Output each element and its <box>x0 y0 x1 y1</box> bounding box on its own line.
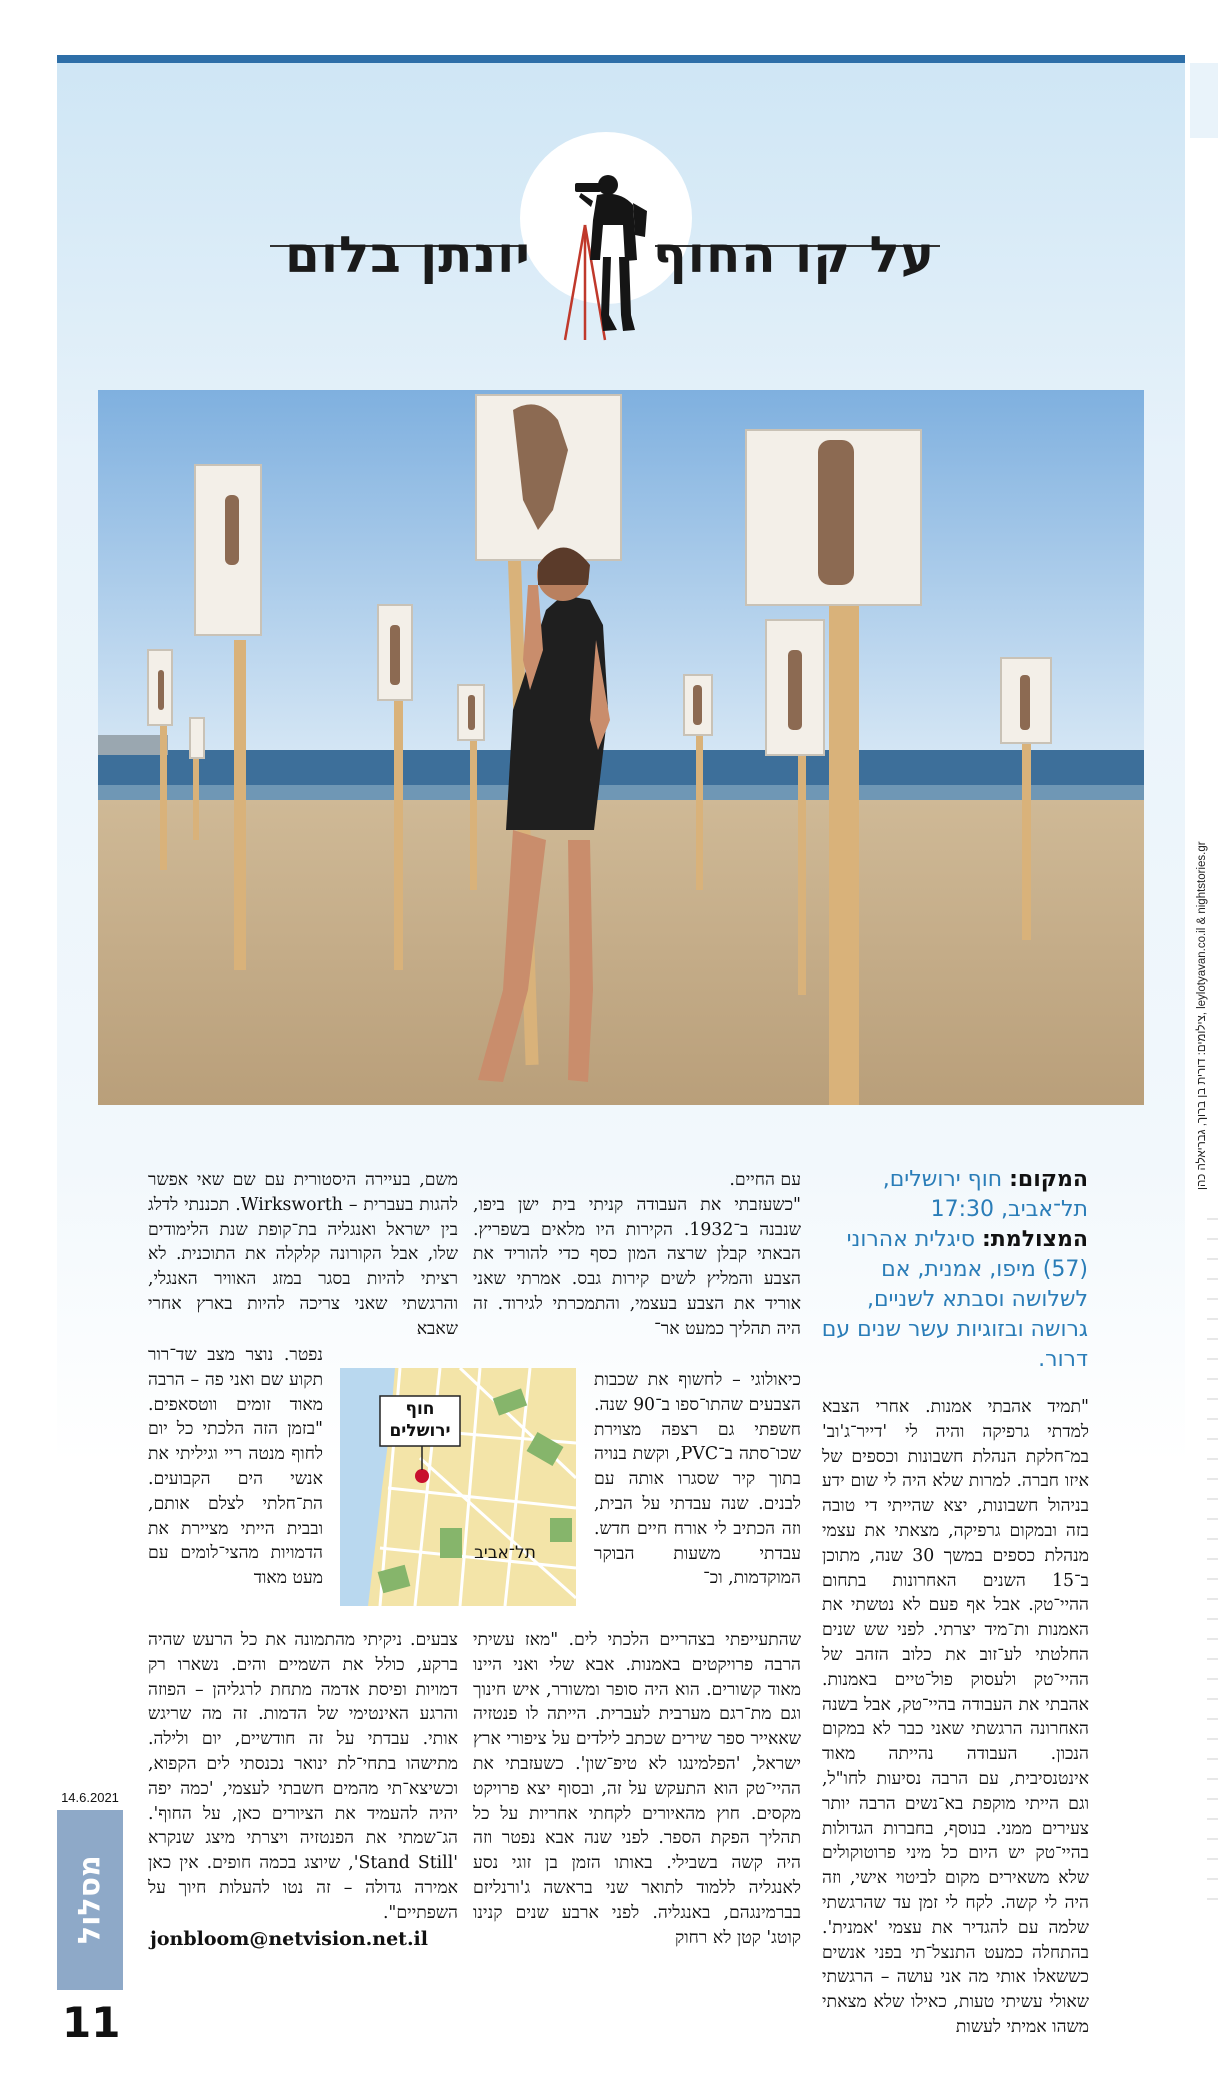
main-photo <box>98 390 1144 1105</box>
article-column-2-bottom <box>473 1628 801 1950</box>
top-rule <box>57 55 1185 63</box>
article-paragraph: כיאולוגי – לחשוף את שכבות הצבעים שהתו־ספו ב־90 שנה. חשפתי גם רצפה מצוירת שכו־סתה ב־PVC, וקשת בנויה בתוך קיר שסגרו אותה עם לבנים. שנה עבדתי על הבית, וזה הכתיב לי אורח חיים חדש. עבדתי משעות הבוקר המוקדמות, וכ־ <box>594 1370 802 1589</box>
author-email[interactable]: jonbloom@netvision.net.il <box>150 1928 428 1950</box>
place-value: חוף ירושלים, תל־אביב, 17:30 <box>882 1167 1088 1222</box>
article-column-2-top <box>473 1168 801 1342</box>
article-paragraph: "כשעזבתי את העבודה קניתי בית ישן ביפו, שנבנה ב־1932. הקירות היו מלאים בשפריץ. הבאתי קבלן שרצה המון כסף כדי להוריד את הצבע והמליץ לשים קירות גבס. אמרתי שאני אוריד את הצבע בעצמי, והתמכרתי לגירוד. זה היה תהליך כמעט אר־ <box>473 1194 801 1339</box>
article-paragraph: "תמיד אהבתי אמנות. אחרי הצבא למדתי גרפיקה והיה לי 'דייר־ג'וב' במ־חלקת הנהלת חשבונות וכספים של איזו חברה. למרות שלא היה לי שום ידע בניהול חשבונות, יצא שהייתי די טובה בזה ובמקום גרפיקה, מצאתי את עצמי מנהלת כספים במשך 30 שנה, מתוכן ב־15 השנים האחרונות בתחום ההיי־טק. אבל אף פעם לא נטשתי את האמנות ות־מיד יצרתי. לפני שש שנים החלטתי לע־זוב את כלוב הזהב של ההיי־טק ולעסוק פול־טיים באמנות. אהבתי את העבודה בהיי־טק, אבל בשנה האחרונה הרגשתי שאני כבר לא במקום הנכון. העבודה נהייתה מאוד אינטנסיבית, עם הרבה נסיעות לחו"ל, וגם הייתי מוקפת בא־נשים הרבה יותר צעירים ממני. בנוסף, בחברות הגדולות בהיי־טק יש היום כל מיני פרוטוקולים שלא משאירים מקום לביטוי אישי, וזה היה לי קשה. לקח לי זמן עד שהרגשתי שלמה עם להגדיר את עצמי 'אמנית'. בהתחלה כמעט התנצל־תי בפני אנשים כששאלו אותי מה אני עושה – הרגשתי שאולי עשיתי טעות, כאילו שלא מצאתי משהו אמיתי לעשות <box>822 1397 1089 2037</box>
article-paragraph: נפטר. נוצר מצב שד־רור תקוע שם ואני פה – הרבה מאוד זומים ווטסאפים. "בזמן הזה הלכתי כל יום לחוף מנטה ריי וגיליתי את אנשי הים הקבועים. הת־חלתי לצלם אותם, ובבית הייתי מציירת את הדמויות מהצי־לומים עם מעט מאוד <box>148 1345 323 1589</box>
article-column-2-beside-map <box>594 1368 801 1591</box>
page-number: 11 <box>62 1998 121 2047</box>
article-column-3-top <box>148 1168 458 1342</box>
intro-box <box>820 1165 1088 1375</box>
article-paragraph: משם, בעיירה היסטורית עם שם שאי אפשר להגות בעברית – Wirksworth. תכננתי לדלג בין ישראל ואנגליה בת־קופת שנת הלימודים שלו, אבל הקורונה קלקלה את התוכנית. לא רציתי להיות בסגר במזג האוויר האנגלי, והרגשתי שאני צריכה להיות בארץ אחרי שאבא <box>148 1170 458 1339</box>
location-map <box>340 1368 576 1606</box>
next-page-edge <box>1207 1200 1218 1900</box>
article-paragraph: צבעים. ניקיתי מהתמונה את כל הרעש שהיה ברקע, כולל את השמיים והים. נשארו רק דמויות ופיסת אדמה מתחת לרגליהן – הפוזה והרגע האינטימי של הדמות. זה מה שריגש אותי. עבדתי על זה חודשיים, יום ולילה. מתישהו בתחי־לת ינואר נכנסתי לים הקפוא, וכשיצא־תי מהמים חשבתי לעצמי, 'כמה יפה יהיה להעמיד את הציורים כאן, על החוף'. הג־שמתי את הפנטזיה ויצרתי מיצג שנקרא 'Stand Still', שיוצג בכמה חופים. אין כאן אמירה גדולה – זה נטו להעלות חיוך על השפתיים". <box>148 1630 459 1923</box>
column-author-name: יונתן בלום <box>285 226 531 284</box>
next-page-strip <box>1190 63 1218 138</box>
article-column-3-beside-map <box>148 1343 323 1591</box>
photographer-label: המצולמת: <box>981 1227 1088 1252</box>
column-title: על קו החוף <box>653 226 935 284</box>
photo-credit: צילומים: דורית בן ברוך, גבריאלה כהן, leylotyavan.co.il & nightstories.gr <box>1196 841 1208 1190</box>
map-label-city: תל־אביב <box>474 1543 536 1563</box>
place-label: המקום: <box>1009 1167 1088 1192</box>
article-column-3-bottom <box>148 1628 458 1926</box>
article-paragraph: שהתעייפתי בצהריים הלכתי לים. "מאז עשיתי הרבה פרויקטים באמנות. אבא שלי ואני היינו מאוד קשורים. הוא היה סופר ומשורר, איש חינוך וגם מת־רגם מערבית לעברית. הייתה לו פנטזיה שאאייר ספר שירים שכתב לילדים על ציפורי ארץ ישראל, 'הפלמינגו לא טיפ־שון'. כשעזבתי את ההיי־טק הוא התעקש על זה, ובסוף יצא פרויקט מקסים. חוץ מהאיורים לקחתי אחריות על כל תהליך הפקת הספר. לפני שנה אבא נפטר וזה היה קשה בשבילי. באותו הזמן בן זוגי נסע לאנגליה ללמוד לתואר שני בראשה ג'ורנליזם בברמינגהם, באנגליה. לפני ארבע שנים קנינו קוטג' קטן לא רחוק <box>473 1630 801 1948</box>
map-label-beach: חוף ירושלים <box>389 1399 451 1441</box>
issue-date: 14.6.2021 <box>61 1790 119 1805</box>
photographer-value: סיגלית אהרוני (57) מיפו, אמנית, אם לשלושה וסבתא לשניים, גרושה ובזוגיות עשר שנים עם דרור. <box>821 1227 1088 1372</box>
section-name: מסלול <box>72 1855 108 1945</box>
article-paragraph: עם החיים. <box>729 1170 801 1190</box>
article-column-1 <box>822 1395 1089 2040</box>
